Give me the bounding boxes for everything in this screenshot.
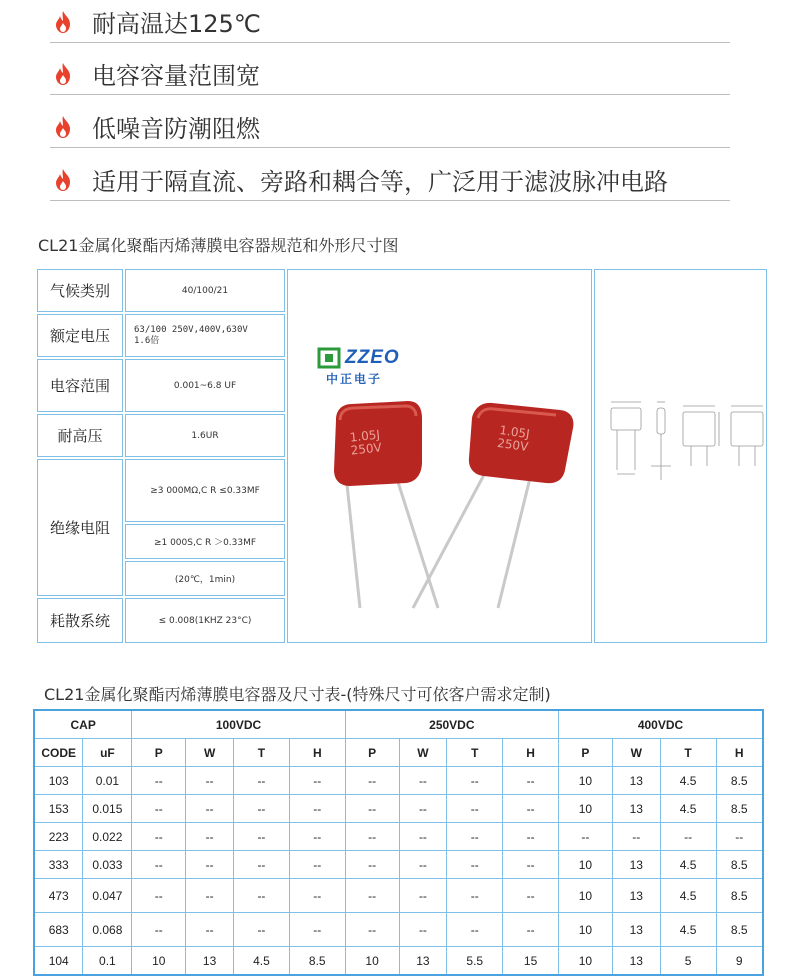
table-cell: -- <box>660 823 716 851</box>
table-cell: -- <box>345 851 399 879</box>
header-cap: CAP <box>34 710 132 739</box>
table-cell: 10 <box>559 767 613 795</box>
value-insulation-1: ≥3 000MΩ,C R ≤0.33MF <box>125 459 285 522</box>
table-cell: 13 <box>612 851 660 879</box>
column-header: H <box>503 739 559 767</box>
table-cell: 10 <box>132 947 186 976</box>
size-table-body <box>34 767 763 976</box>
label-rated-voltage: 额定电压 <box>37 314 123 357</box>
table-cell: 13 <box>612 913 660 947</box>
column-header: uF <box>83 739 132 767</box>
table-cell: -- <box>716 823 763 851</box>
table-cell: -- <box>447 767 503 795</box>
column-header: P <box>559 739 613 767</box>
table-cell: 0.015 <box>83 795 132 823</box>
table-cell: -- <box>447 823 503 851</box>
table-cell: -- <box>399 823 447 851</box>
table-cell: -- <box>234 879 290 913</box>
spec-table <box>37 269 285 643</box>
table-cell: -- <box>186 851 234 879</box>
table-cell: 8.5 <box>716 879 763 913</box>
table-cell: -- <box>289 767 345 795</box>
table-cell: 4.5 <box>660 767 716 795</box>
capacitor-marking-right: 1.05J 250V <box>496 423 531 455</box>
table-cell: -- <box>132 879 186 913</box>
table-cell: -- <box>186 879 234 913</box>
table-cell: -- <box>399 795 447 823</box>
table-cell: 8.5 <box>289 947 345 976</box>
table-cell: 153 <box>34 795 83 823</box>
flame-icon <box>53 115 73 139</box>
table-cell: 10 <box>559 851 613 879</box>
table-cell: 13 <box>186 947 234 976</box>
table-cell: -- <box>447 851 503 879</box>
table-cell: -- <box>503 913 559 947</box>
table-cell: 8.5 <box>716 795 763 823</box>
feature-item <box>50 0 730 43</box>
flame-icon <box>53 10 73 34</box>
table-cell: 13 <box>399 947 447 976</box>
column-header: P <box>132 739 186 767</box>
size-table <box>33 709 764 976</box>
feature-text: 电容容量范围宽 <box>92 62 260 90</box>
table-cell: 0.047 <box>83 879 132 913</box>
header-250vdc: 250VDC <box>345 710 558 739</box>
table-cell: 4.5 <box>660 795 716 823</box>
table-cell: -- <box>289 851 345 879</box>
table-cell: -- <box>234 851 290 879</box>
logo-brand: ZZEO <box>345 347 400 368</box>
label-climate: 气候类别 <box>37 269 123 312</box>
table-cell: -- <box>132 795 186 823</box>
table-cell: 0.033 <box>83 851 132 879</box>
value-insulation-3: (20℃，1min) <box>125 561 285 596</box>
table-cell: 8.5 <box>716 851 763 879</box>
table-cell: -- <box>559 823 613 851</box>
table-cell: -- <box>447 879 503 913</box>
flame-icon <box>53 168 73 192</box>
table-cell: 0.022 <box>83 823 132 851</box>
table-row <box>34 879 763 913</box>
table-cell: -- <box>186 767 234 795</box>
column-header: T <box>234 739 290 767</box>
table-cell: 10 <box>559 879 613 913</box>
table-cell: -- <box>399 767 447 795</box>
table-cell: -- <box>345 767 399 795</box>
table-cell: 13 <box>612 767 660 795</box>
value-withstand: 1.6UR <box>125 414 285 457</box>
table-cell: 473 <box>34 879 83 913</box>
table-cell: -- <box>399 879 447 913</box>
logo-subtitle: 中正电子 <box>326 372 383 386</box>
table-cell: -- <box>447 795 503 823</box>
table-cell: -- <box>503 879 559 913</box>
table-cell: -- <box>399 851 447 879</box>
table-cell: -- <box>234 823 290 851</box>
table-cell: 4.5 <box>234 947 290 976</box>
value-rated-voltage <box>125 314 285 357</box>
table-cell: -- <box>186 795 234 823</box>
column-header: P <box>345 739 399 767</box>
table-cell: 0.068 <box>83 913 132 947</box>
column-header: T <box>660 739 716 767</box>
value-insulation-2: ≥1 000S,C R ＞0.33MF <box>125 524 285 559</box>
table-cell: -- <box>132 851 186 879</box>
flame-icon <box>53 62 73 86</box>
table-cell: -- <box>503 767 559 795</box>
table-cell: 10 <box>559 913 613 947</box>
label-dissipation: 耗散系统 <box>37 598 123 643</box>
table-cell: 13 <box>612 947 660 976</box>
table-cell: 10 <box>559 795 613 823</box>
column-header: W <box>612 739 660 767</box>
table-cell: 9 <box>716 947 763 976</box>
table-cell: 13 <box>612 879 660 913</box>
feature-item <box>50 158 730 201</box>
table-cell: -- <box>345 879 399 913</box>
table-cell: -- <box>132 767 186 795</box>
logo-mark <box>319 349 339 367</box>
table-cell: -- <box>503 823 559 851</box>
feature-text: 适用于隔直流、旁路和耦合等，广泛用于滤波脉冲电路 <box>92 168 668 196</box>
table-cell: -- <box>132 823 186 851</box>
table-row <box>34 767 763 795</box>
value-dissipation: ≤ 0.008(1KHZ 23°C) <box>125 598 285 643</box>
table-cell: 4.5 <box>660 851 716 879</box>
table-cell: 8.5 <box>716 767 763 795</box>
column-header: H <box>716 739 763 767</box>
column-header: W <box>186 739 234 767</box>
table-cell: -- <box>447 913 503 947</box>
rated-voltage-line2: 1.6倍 <box>134 335 160 346</box>
table-cell: -- <box>186 823 234 851</box>
table-cell: 223 <box>34 823 83 851</box>
table-cell: 5.5 <box>447 947 503 976</box>
label-insulation: 绝缘电阻 <box>37 459 123 596</box>
column-header: W <box>399 739 447 767</box>
rated-voltage-line1: 63/100 250V,400V,630V <box>134 324 248 335</box>
feature-text: 耐高温达125℃ <box>92 10 261 38</box>
table-cell: -- <box>289 795 345 823</box>
feature-text: 低噪音防潮阻燃 <box>92 115 260 143</box>
table-row <box>34 851 763 879</box>
table-cell: -- <box>289 913 345 947</box>
label-capacitance: 电容范围 <box>37 359 123 412</box>
table-cell: -- <box>289 823 345 851</box>
table-cell: 103 <box>34 767 83 795</box>
table-cell: -- <box>345 913 399 947</box>
table-cell: -- <box>345 823 399 851</box>
table-cell: -- <box>132 913 186 947</box>
product-photo <box>287 269 592 643</box>
table-cell: -- <box>186 913 234 947</box>
sub-header-row <box>34 739 763 767</box>
table-cell: -- <box>234 767 290 795</box>
table-cell: 8.5 <box>716 913 763 947</box>
table-cell: 15 <box>503 947 559 976</box>
label-withstand: 耐高压 <box>37 414 123 457</box>
value-climate: 40/100/21 <box>125 269 285 312</box>
column-header: CODE <box>34 739 83 767</box>
table-cell: -- <box>503 795 559 823</box>
dimension-drawing <box>594 269 767 643</box>
table-cell: -- <box>345 795 399 823</box>
table-cell: -- <box>289 879 345 913</box>
table-cell: -- <box>234 795 290 823</box>
table-cell: 4.5 <box>660 913 716 947</box>
table-cell: 333 <box>34 851 83 879</box>
table-cell: 10 <box>345 947 399 976</box>
header-100vdc: 100VDC <box>132 710 345 739</box>
table-row <box>34 795 763 823</box>
table-row <box>34 823 763 851</box>
table-cell: -- <box>399 913 447 947</box>
table-cell: 683 <box>34 913 83 947</box>
feature-item <box>50 105 730 148</box>
size-table-title: CL21金属化聚酯丙烯薄膜电容器及尺寸表-(特殊尺寸可依客户需求定制) <box>44 685 551 704</box>
dimension-diagram <box>595 270 766 642</box>
table-cell: 0.1 <box>83 947 132 976</box>
table-cell: -- <box>612 823 660 851</box>
table-cell: -- <box>503 851 559 879</box>
value-capacitance: 0.001~6.8 UF <box>125 359 285 412</box>
capacitor-illustration <box>288 270 591 642</box>
table-cell: 0.01 <box>83 767 132 795</box>
table-cell: 4.5 <box>660 879 716 913</box>
table-cell: 104 <box>34 947 83 976</box>
table-cell: 10 <box>559 947 613 976</box>
spec-title: CL21金属化聚酯丙烯薄膜电容器规范和外形尺寸图 <box>38 236 399 255</box>
column-header: T <box>447 739 503 767</box>
table-row <box>34 913 763 947</box>
feature-item <box>50 52 730 95</box>
table-cell: 5 <box>660 947 716 976</box>
header-400vdc: 400VDC <box>559 710 764 739</box>
table-cell: 13 <box>612 795 660 823</box>
column-header: H <box>289 739 345 767</box>
table-cell: -- <box>234 913 290 947</box>
capacitor-marking-left: 1.05J 250V <box>349 427 383 458</box>
table-row <box>34 947 763 976</box>
